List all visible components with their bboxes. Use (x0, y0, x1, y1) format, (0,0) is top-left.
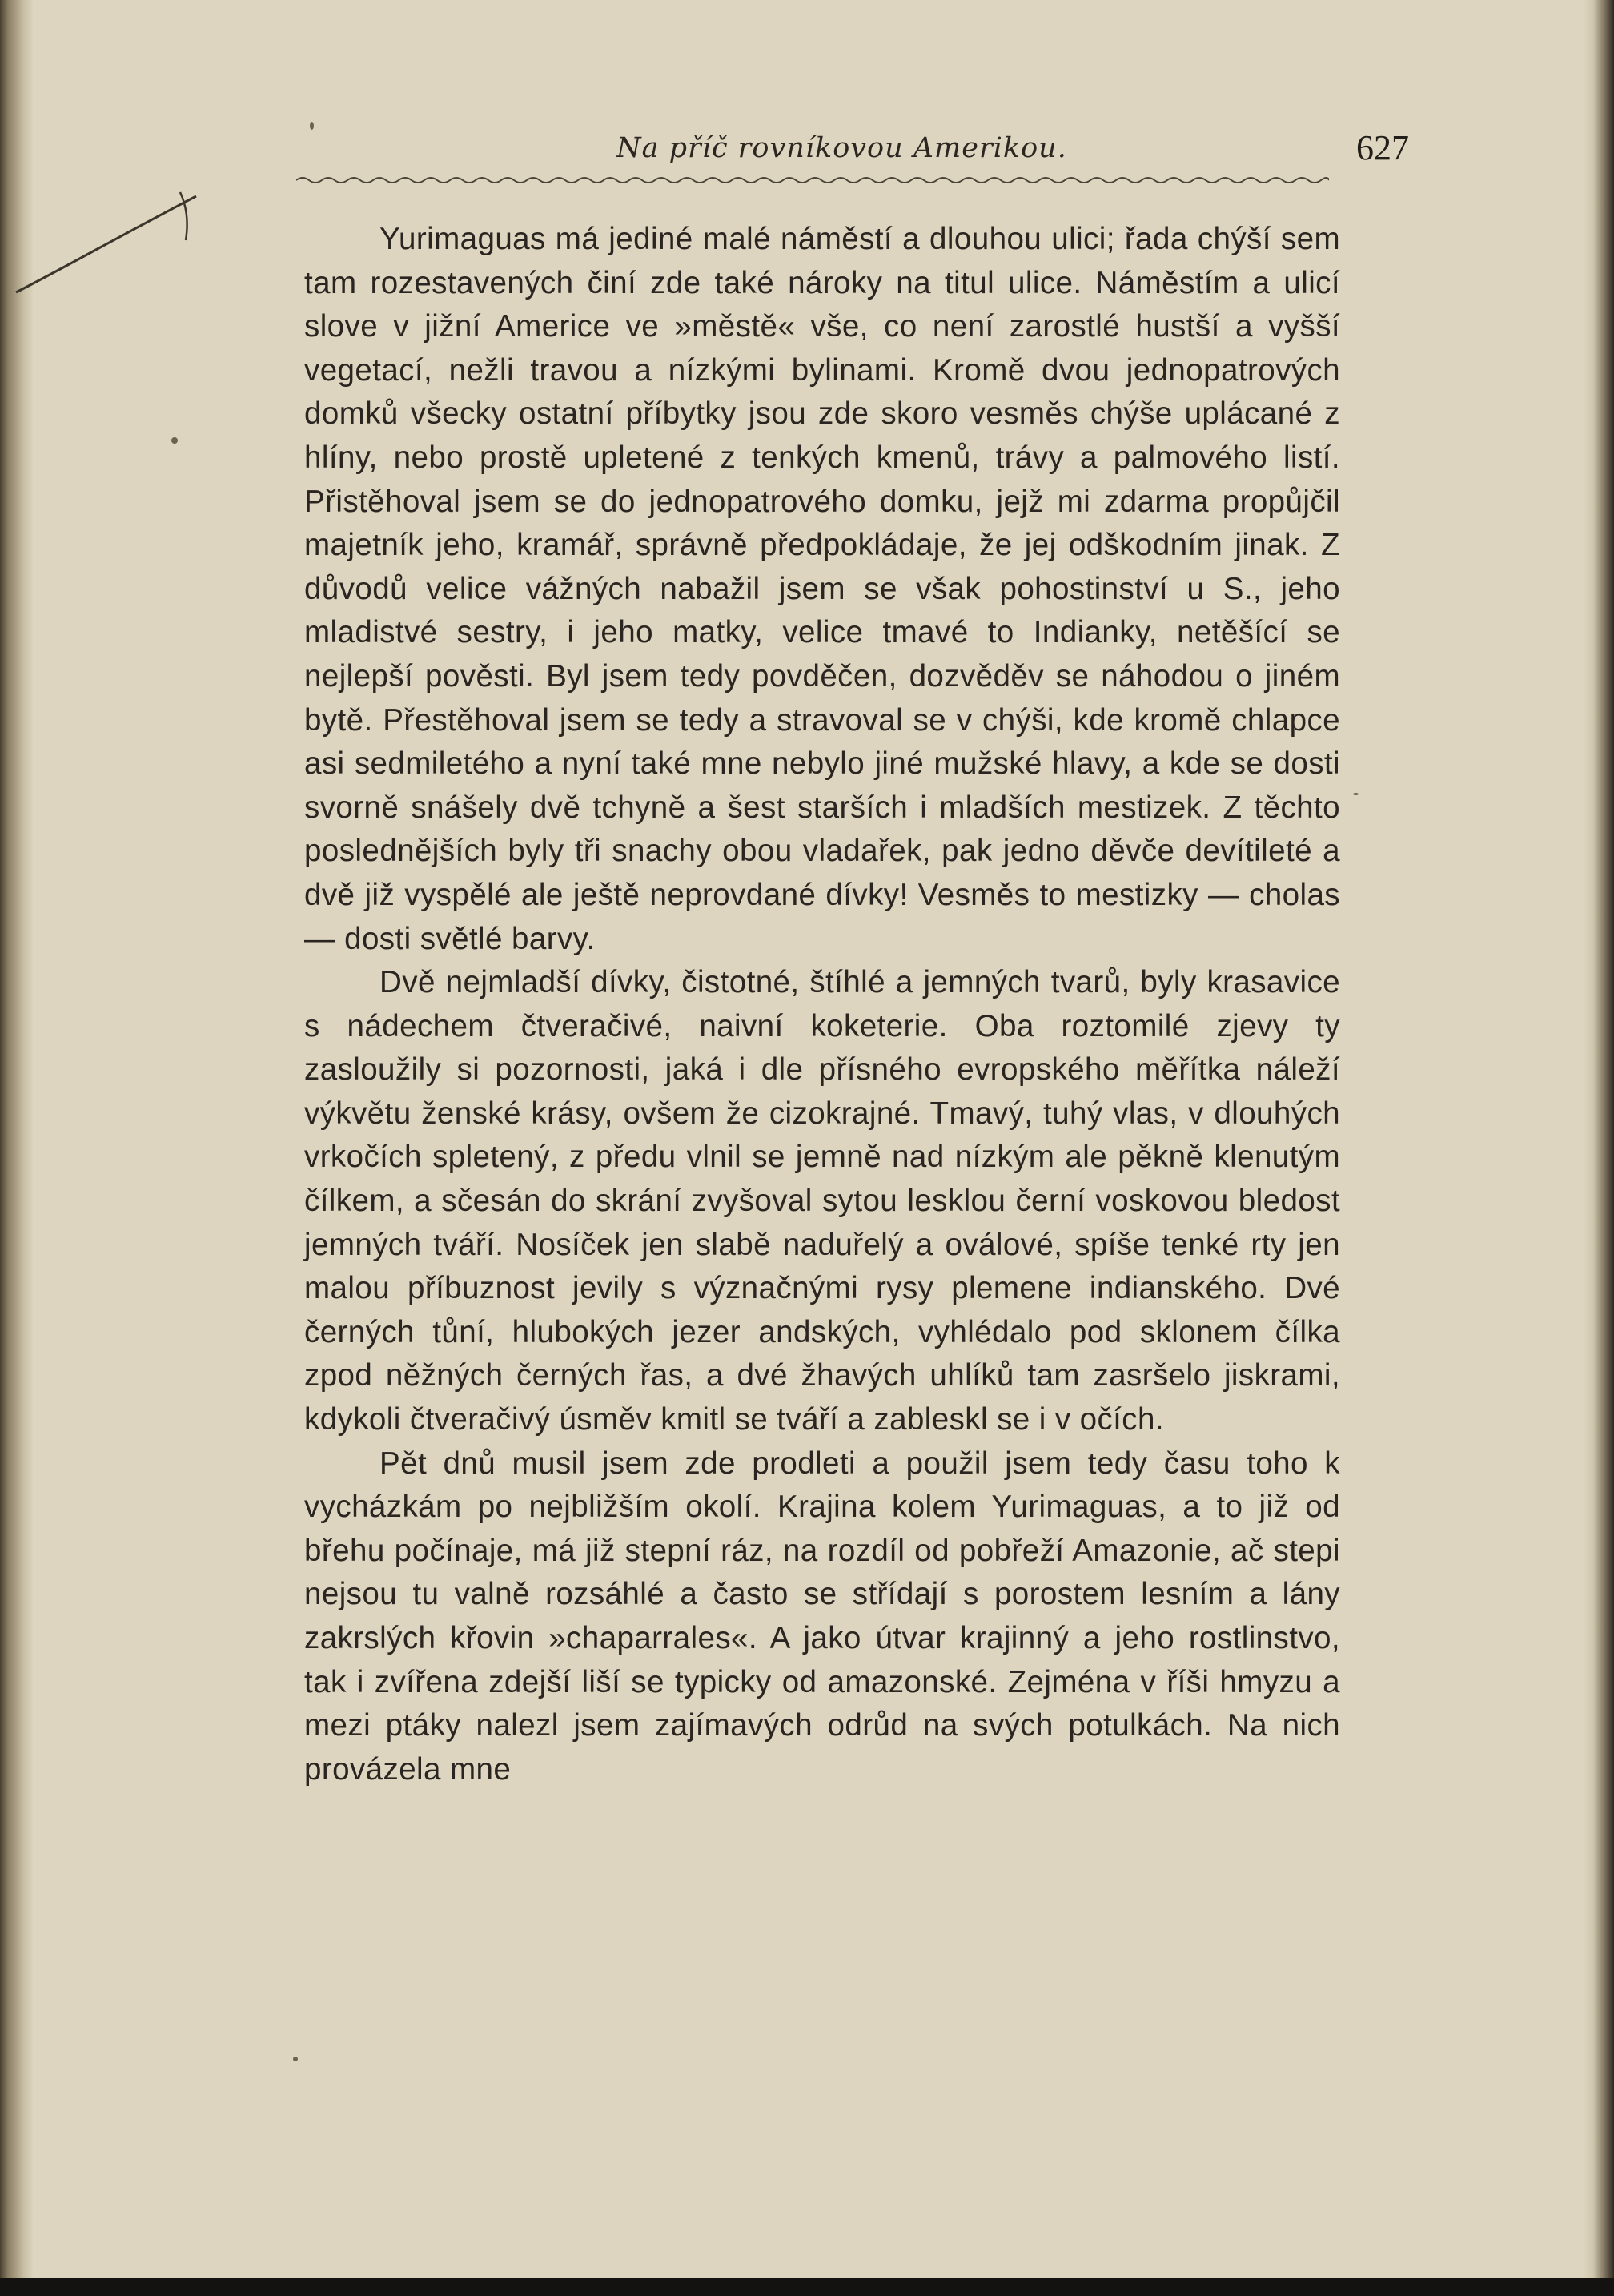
paragraph: Yurimaguas má jediné malé náměstí a dlouhou ulici; řada chýší sem tam rozestavených činí zde také nároky na titul ulice. Náměstím a ulicí slove v jižní Americe ve »městě« vše, co není zarostlé hustší a vyšší vegetací, nežli travou a nízkými bylinami. Kromě dvou jednopatrových domků všecky ostatní příbytky jsou zde skoro vesměs chýše uplácané z hlíny, nebo prostě upletené z tenkých kmenů, trávy a palmového listí. Přistěhoval jsem se do jednopatrového domku, jejž mi zdarma propůjčil majetník jeho, kramář, správně předpokládaje, že jej odškodním jinak. Z důvodů velice vážných nabažil jsem se však pohostinství u S., jeho mladistvé sestry, i jeho matky, velice tmavé to Indianky, netěšící se nejlepší pověsti. Byl jsem tedy povděčen, dozvěděv se náhodou o jiném bytě. Přestěhoval jsem se tedy a stravoval se v chýši, kde kromě chlapce asi sedmiletého a nyní také mne nebylo jiné mužské hlavy, a kde se dosti svorně snášely dvě tchyně a šest starších i mladších mestizek. Z těchto poslednějších byly tři snachy obou vladařek, pak jedno děvče devítileté a dvě již vyspělé ale ještě neprovdané dívky! Vesměs to mestizky — cholas — dosti světlé barvy. (304, 222, 1340, 956)
running-title: Na příč rovníkovou Amerikou. (616, 132, 1067, 164)
paragraph: Pět dnů musil jsem zde prodleti a použil jsem tedy času toho k vycházkám po nejbližším okolí. Krajina kolem Yurimaguas, a to již od břehu počínaje, má již stepní ráz, na rozdíl od pobřeží Amazonie, ač stepi nejsou tu valně rozsáhlé a často se střídají s porostem lesním a lány zakrslých křovin »chaparrales«. A jako útvar krajinný a jeho rostlinstvo, tak i zvířena zdejší liší se typicky od amazonské. Zejména v říši hmyzu a mezi ptáky nalezl jsem zajímavých odrůd na svých potulkách. Na nich provázela mne (304, 1446, 1340, 1787)
paragraph: Dvě nejmladší dívky, čistotné, štíhlé a jemných tvarů, byly krasavice s nádechem čtveračivé, naivní koketerie. Oba roztomilé zjevy ty zasloužily si pozornosti, jaká i dle přísného evropského měřítka náleží výkvětu ženské krásy, ovšem že cizokrajné. Tmavý, tuhý vlas, v dlouhých vrkočích spletený, z předu vlnil se jemně nad nízkým ale pěkně klenutým čílkem, a sčesán do skrání zvyšoval sytou lesklou černí voskovou bledost jemných tváří. Nosíček jen slabě naduřelý a oválové, spíše tenké rty jen malou příbuznost jevily s význačnými rysy plemene indianského. Dvé černých tůní, hlubokých jezer andských, vyhlédalo pod sklonem čílka zpod něžných černých řas, a dvé žhavých uhlíků tam zasršelo jiskrami, kdykoli čtveračivý úsměv kmitl se tváří a zableskl se i v očích. (304, 965, 1340, 1438)
paper-speck (310, 122, 314, 130)
page-binding-edge (0, 0, 34, 2296)
paper-speck (293, 2057, 298, 2061)
page-right-edge (1584, 0, 1614, 2296)
body-text (304, 218, 1340, 1791)
pencil-mark-icon (0, 184, 208, 304)
paper-speck (171, 437, 178, 444)
paper-speck (1353, 793, 1359, 795)
header-wavy-rule (296, 175, 1329, 186)
page-header (296, 128, 1409, 180)
page-number: 627 (1356, 128, 1409, 167)
page-bottom-edge (0, 2278, 1614, 2296)
